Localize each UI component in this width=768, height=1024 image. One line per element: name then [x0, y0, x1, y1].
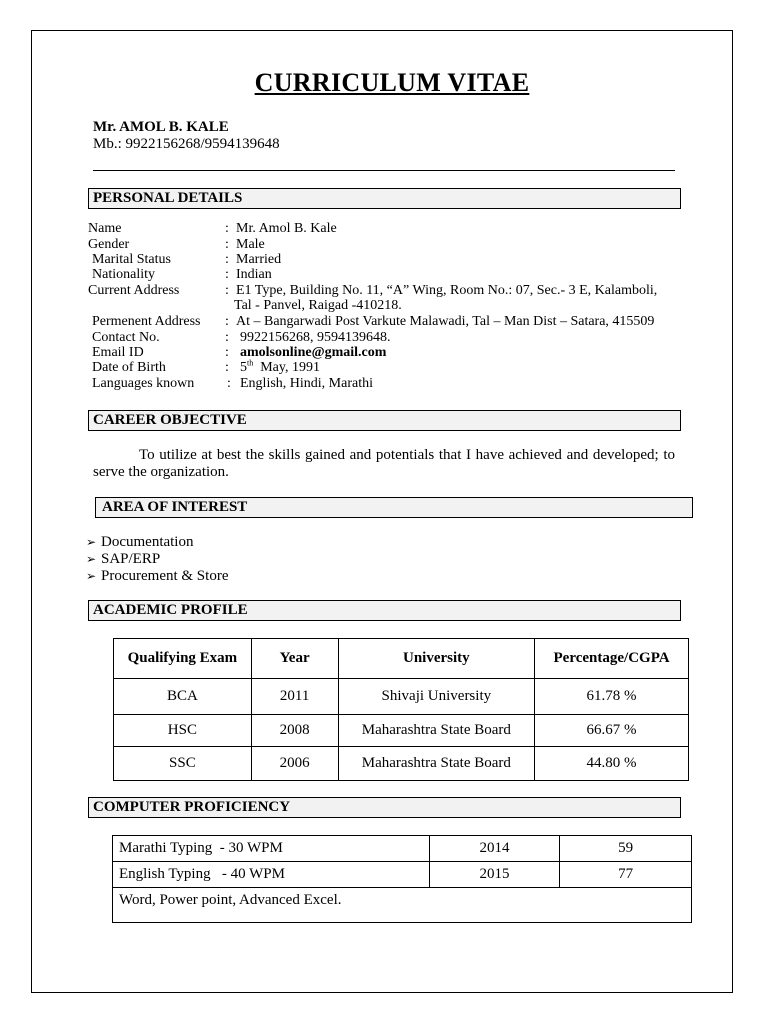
detail-colon: :: [225, 267, 229, 282]
detail-value: Indian: [236, 267, 272, 282]
table-cell: 77: [560, 862, 692, 888]
table-cell: 2006: [251, 747, 338, 781]
interest-label: Procurement & Store: [101, 568, 229, 584]
arrow-bullet-icon: ➢: [86, 552, 97, 566]
detail-value: Mr. Amol B. Kale: [236, 221, 337, 236]
table-row: [113, 888, 692, 923]
academic-table: [113, 638, 689, 781]
detail-label: Permenent Address: [92, 314, 201, 329]
table-cell: BCA: [114, 679, 252, 715]
detail-label: Date of Birth: [92, 360, 166, 375]
detail-label: Languages known: [92, 376, 195, 391]
detail-colon: :: [225, 221, 229, 236]
table-row: [113, 836, 692, 862]
detail-colon: :: [225, 345, 229, 360]
candidate-name: Mr. AMOL B. KALE: [93, 119, 229, 135]
detail-label: Contact No.: [92, 330, 160, 345]
table-row: [114, 747, 689, 781]
detail-label: Gender: [88, 237, 130, 252]
table-cell: Word, Power point, Advanced Excel.: [113, 888, 692, 923]
table-row: [113, 862, 692, 888]
detail-label: Email ID: [92, 345, 144, 360]
detail-value: [240, 360, 320, 375]
detail-value: E1 Type, Building No. 11, “A” Wing, Room No.: 07, Sec.- 3 E, Kalamboli,: [236, 283, 658, 298]
table-cell: 61.78 %: [535, 679, 689, 715]
table-cell: 2008: [251, 715, 338, 747]
detail-value: Married: [236, 252, 282, 267]
detail-colon: :: [225, 360, 229, 375]
table-cell: Shivaji University: [338, 679, 535, 715]
detail-colon: :: [225, 237, 229, 252]
table-cell: Marathi Typing - 30 WPM: [113, 836, 430, 862]
arrow-bullet-icon: ➢: [86, 569, 97, 583]
objective-text: To utilize at best the skills gained and potentials that I have achieved and developed; to serve the organization.: [93, 447, 675, 480]
table-cell: 66.67 %: [535, 715, 689, 747]
section-academic-profile: ACADEMIC PROFILE: [88, 600, 681, 621]
table-cell: HSC: [114, 715, 252, 747]
section-personal-details: PERSONAL DETAILS: [88, 188, 681, 209]
section-area-of-interest: AREA OF INTEREST: [95, 497, 693, 518]
table-cell: English Typing - 40 WPM: [113, 862, 430, 888]
detail-value: English, Hindi, Marathi: [240, 376, 373, 391]
detail-value: At – Bangarwadi Post Varkute Malawadi, Tal – Man Dist – Satara, 415509: [236, 314, 655, 329]
interest-label: Documentation: [101, 534, 194, 550]
interest-item: [86, 534, 193, 551]
email-link[interactable]: amolsonline@gmail.com: [240, 345, 387, 360]
table-row: [114, 715, 689, 747]
table-header: Year: [251, 639, 338, 679]
table-cell: 44.80 %: [535, 747, 689, 781]
table-cell: 2011: [251, 679, 338, 715]
table-cell: 2014: [429, 836, 560, 862]
section-career-objective: CAREER OBJECTIVE: [88, 410, 681, 431]
table-cell: SSC: [114, 747, 252, 781]
table-header: University: [338, 639, 535, 679]
candidate-mobile: Mb.: 9922156268/9594139648: [93, 136, 280, 152]
detail-label: Current Address: [88, 283, 180, 298]
interest-item: [86, 551, 160, 568]
document-title: CURRICULUM VITAE: [254, 68, 530, 97]
detail-colon: :: [225, 252, 229, 267]
detail-colon: :: [225, 283, 229, 298]
arrow-bullet-icon: ➢: [86, 535, 97, 549]
table-header: Percentage/CGPA: [535, 639, 689, 679]
detail-value: 9922156268, 9594139648.: [240, 330, 391, 345]
detail-colon: :: [225, 330, 229, 345]
table-cell: 59: [560, 836, 692, 862]
interest-item: [86, 568, 228, 585]
interest-label: SAP/ERP: [101, 551, 161, 567]
section-computer-proficiency: COMPUTER PROFICIENCY: [88, 797, 681, 818]
detail-value: Male: [236, 237, 265, 252]
computer-table: [112, 835, 692, 923]
detail-label: Marital Status: [92, 252, 171, 267]
table-cell: 2015: [429, 862, 560, 888]
detail-label: Name: [88, 221, 122, 236]
detail-label: Nationality: [92, 267, 155, 282]
dob-day-suffix: th: [247, 358, 254, 368]
table-row: [114, 679, 689, 715]
table-header-row: [114, 639, 689, 679]
dob-rest: May, 1991: [260, 360, 320, 375]
header-divider: [93, 170, 675, 171]
table-cell: Maharashtra State Board: [338, 715, 535, 747]
table-cell: Maharashtra State Board: [338, 747, 535, 781]
detail-value: Tal - Panvel, Raigad -410218.: [234, 298, 402, 313]
detail-colon: :: [227, 376, 231, 391]
dob-day: 5: [240, 360, 247, 375]
table-header: Qualifying Exam: [114, 639, 252, 679]
detail-colon: :: [225, 314, 229, 329]
